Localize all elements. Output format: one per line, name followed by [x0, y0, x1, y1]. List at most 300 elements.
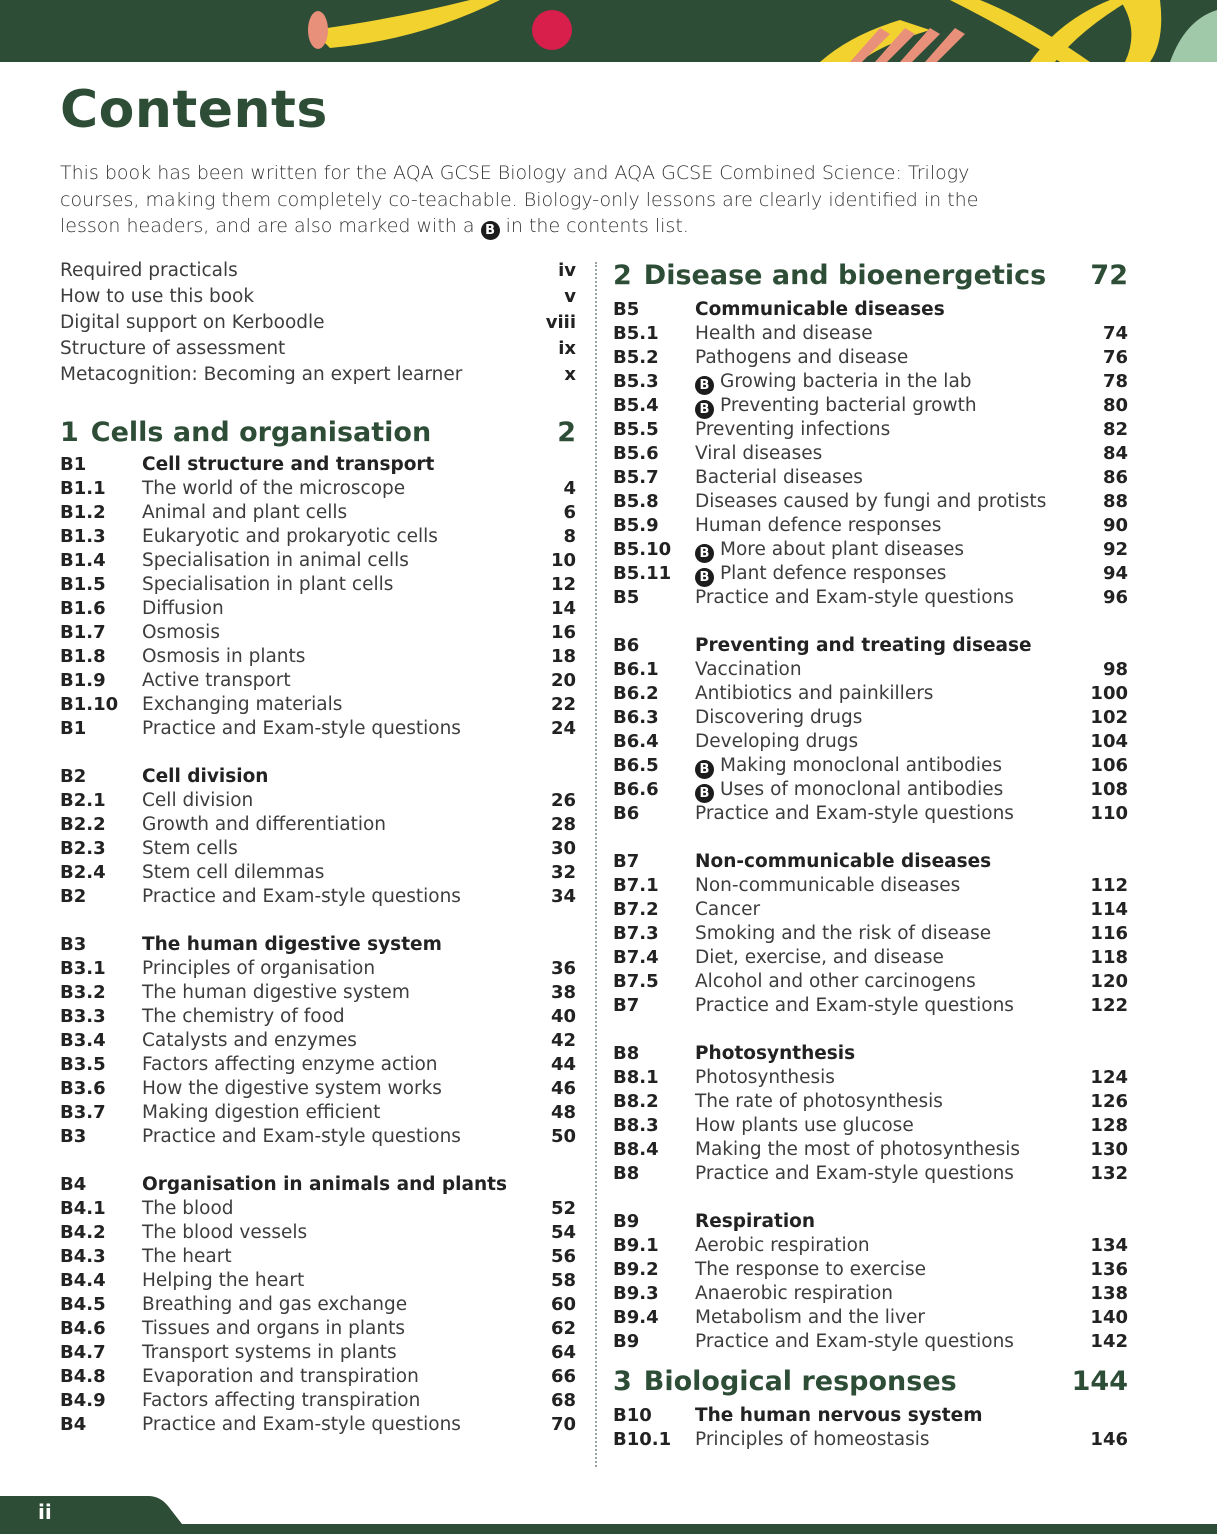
lesson-label-wrap [695, 682, 1090, 706]
lesson-title: Specialisation in plant cells [142, 574, 394, 595]
lesson-title: Metabolism and the liver [695, 1307, 925, 1328]
lesson-code: B5.9 [613, 515, 659, 536]
lesson-label-wrap [142, 885, 551, 909]
lesson-label-wrap [695, 322, 1103, 346]
lesson-title: The chemistry of food [142, 1006, 345, 1027]
lesson-row[interactable] [613, 658, 1128, 682]
lesson-label-wrap [142, 1053, 551, 1077]
lesson-code: B2.3 [60, 838, 106, 859]
page-number: 62 [550, 1318, 576, 1339]
section-block [60, 765, 576, 909]
page-number: v [564, 286, 576, 307]
lesson-code: B4.6 [60, 1318, 106, 1339]
lesson-row[interactable] [613, 922, 1128, 946]
page-number: 66 [550, 1366, 576, 1387]
page-number: 88 [1102, 491, 1128, 512]
front-matter-item[interactable] [60, 284, 576, 310]
section-title: Cell structure and transport [142, 454, 435, 475]
lesson-row[interactable] [60, 477, 576, 501]
lesson-code: B6 [613, 803, 640, 824]
page-number: 20 [550, 670, 576, 691]
section-code: B2 [60, 766, 87, 787]
lesson-code: B8.3 [613, 1115, 659, 1136]
lesson-row[interactable] [613, 514, 1128, 538]
lesson-title: Health and disease [695, 323, 873, 344]
page-number: 16 [550, 622, 576, 643]
lesson-code: B7 [613, 995, 640, 1016]
lesson-label-wrap [695, 658, 1103, 682]
lesson-label-wrap [695, 394, 1103, 419]
page-number: 146 [1090, 1429, 1128, 1450]
lesson-label-wrap [695, 1428, 1090, 1452]
lesson-title: Discovering drugs [695, 707, 863, 728]
page-number: 44 [550, 1054, 576, 1075]
lesson-title: How plants use glucose [695, 1115, 914, 1136]
lesson-title: Transport systems in plants [142, 1342, 397, 1363]
page-number: 126 [1090, 1091, 1128, 1112]
lesson-title: The heart [142, 1246, 232, 1267]
lesson-code: B1.7 [60, 622, 106, 643]
lesson-row[interactable] [60, 717, 576, 741]
lesson-title: Helping the heart [142, 1270, 305, 1291]
lesson-code: B1 [60, 718, 87, 739]
lesson-title: Making digestion efficient [142, 1102, 381, 1123]
lesson-row[interactable] [613, 970, 1128, 994]
lesson-row[interactable] [60, 573, 576, 597]
lesson-label-wrap [142, 789, 551, 813]
page-number: 90 [1102, 515, 1128, 536]
item-label: Structure of assessment [60, 338, 286, 359]
lesson-row[interactable] [613, 538, 1128, 562]
lesson-title: Uses of monoclonal antibodies [720, 779, 1004, 800]
lesson-row[interactable] [60, 1245, 576, 1269]
lesson-label-wrap [695, 754, 1090, 779]
lesson-row[interactable] [60, 1341, 576, 1365]
lesson-label-wrap [142, 1269, 551, 1293]
lesson-row[interactable] [60, 1389, 576, 1413]
lesson-title: Pathogens and disease [695, 347, 909, 368]
section-heading[interactable] [613, 1404, 1128, 1428]
lesson-label-wrap [695, 1282, 1090, 1306]
section-heading[interactable] [60, 453, 576, 477]
lesson-label-wrap [142, 1077, 551, 1101]
chapter-heading[interactable] [613, 1364, 1128, 1400]
lesson-code: B6.5 [613, 755, 659, 776]
lesson-code: B1.3 [60, 526, 106, 547]
lesson-row[interactable] [613, 346, 1128, 370]
lesson-title: Practice and Exam-style questions [695, 803, 1014, 824]
page-number: 42 [550, 1030, 576, 1051]
page-number: viii [545, 312, 576, 333]
lesson-label-wrap [142, 501, 563, 525]
lesson-code: B3 [60, 1126, 87, 1147]
lesson-label-wrap [695, 418, 1103, 442]
lesson-code: B5.4 [613, 395, 659, 416]
page-number: 46 [550, 1078, 576, 1099]
page-number: 138 [1090, 1283, 1128, 1304]
lesson-title: Principles of organisation [142, 958, 376, 979]
section-code: B3 [60, 934, 87, 955]
page-number: 104 [1090, 731, 1128, 752]
lesson-code: B4.4 [60, 1270, 106, 1291]
lesson-code: B5.3 [613, 371, 659, 392]
lesson-row[interactable] [613, 994, 1128, 1018]
lesson-label-wrap [695, 562, 1103, 587]
section-heading[interactable] [613, 298, 1128, 322]
lesson-title: Animal and plant cells [142, 502, 348, 523]
page-number: 52 [550, 1198, 576, 1219]
page-number: 50 [550, 1126, 576, 1147]
section-heading[interactable] [60, 933, 576, 957]
lesson-title: Tissues and organs in plants [142, 1318, 405, 1339]
lesson-label-wrap [695, 1258, 1090, 1282]
lesson-row[interactable] [613, 418, 1128, 442]
lesson-title: Practice and Exam-style questions [142, 886, 461, 907]
lesson-title: Growing bacteria in the lab [720, 371, 972, 392]
lesson-label-wrap [142, 549, 551, 573]
section-title: Photosynthesis [695, 1043, 856, 1064]
section-block [613, 298, 1128, 610]
lesson-row[interactable] [613, 1090, 1128, 1114]
section-code: B10 [613, 1405, 652, 1426]
lesson-row[interactable] [613, 1258, 1128, 1282]
lesson-title: Vaccination [695, 659, 802, 680]
lesson-title: Active transport [142, 670, 291, 691]
lesson-row[interactable] [613, 874, 1128, 898]
lesson-code: B1.1 [60, 478, 106, 499]
lesson-row[interactable] [613, 1138, 1128, 1162]
lesson-code: B8.4 [613, 1139, 659, 1160]
lesson-label-wrap [142, 1221, 551, 1245]
biology-only-badge-icon: B [695, 400, 714, 419]
chapter-title: Disease and bioenergetics [643, 260, 1047, 291]
section-code: B6 [613, 635, 640, 656]
lesson-row[interactable] [613, 946, 1128, 970]
lesson-code: B9.4 [613, 1307, 659, 1328]
page-number: 6 [563, 502, 576, 523]
page-number: 142 [1090, 1331, 1128, 1352]
lesson-label-wrap [695, 370, 1103, 395]
biology-only-badge-icon: B [695, 544, 714, 563]
biology-only-badge-icon: B [481, 221, 500, 240]
page-number: iv [558, 260, 576, 281]
lesson-title: Factors affecting enzyme action [142, 1054, 438, 1075]
lesson-row[interactable] [613, 898, 1128, 922]
section-title: Communicable diseases [695, 299, 945, 320]
page-number: 98 [1102, 659, 1128, 680]
lesson-label-wrap [142, 645, 551, 669]
lesson-row[interactable] [60, 693, 576, 717]
chapter-number: 2 [613, 260, 632, 291]
chapter-title: Biological responses [643, 1366, 957, 1397]
page-number: 38 [550, 982, 576, 1003]
lesson-code: B2 [60, 886, 87, 907]
lesson-code: B5.11 [613, 563, 672, 584]
lesson-label-wrap [142, 1029, 551, 1053]
lesson-title: Catalysts and enzymes [142, 1030, 357, 1051]
lesson-title: Diet, exercise, and disease [695, 947, 944, 968]
page-number: 82 [1102, 419, 1128, 440]
lesson-label-wrap [142, 573, 551, 597]
lesson-row[interactable] [60, 789, 576, 813]
page-number: 28 [550, 814, 576, 835]
lesson-code: B5.8 [613, 491, 659, 512]
section-heading[interactable] [613, 1042, 1128, 1066]
lesson-row[interactable] [60, 1101, 576, 1125]
lesson-row[interactable] [60, 1197, 576, 1221]
lesson-label-wrap [142, 717, 551, 741]
lesson-row[interactable] [60, 813, 576, 837]
lesson-title: Cell division [142, 790, 254, 811]
lesson-title: Alcohol and other carcinogens [695, 971, 976, 992]
lesson-label-wrap [142, 621, 551, 645]
page-number: 140 [1090, 1307, 1128, 1328]
page-number: 36 [550, 958, 576, 979]
lesson-label-wrap [142, 1245, 551, 1269]
lesson-row[interactable] [60, 1317, 576, 1341]
section-title: The human digestive system [142, 934, 442, 955]
lesson-label-wrap [695, 922, 1090, 946]
lesson-code: B4 [60, 1414, 87, 1435]
intro-text: This book has been written for the AQA GCSE Biology and AQA GCSE Combined Science: Trilogy courses, making them completely co-teachable. Biology-only lessons are clearly identified in the lesson headers, and are also marked with a [60, 162, 979, 237]
lesson-label-wrap [695, 442, 1103, 466]
lesson-code: B4.5 [60, 1294, 106, 1315]
lesson-row[interactable] [613, 490, 1128, 514]
front-matter-item[interactable] [60, 362, 576, 388]
lesson-label-wrap [695, 874, 1090, 898]
lesson-row[interactable] [60, 885, 576, 909]
page-number: 24 [550, 718, 576, 739]
lesson-row[interactable] [613, 394, 1128, 418]
lesson-row[interactable] [613, 1428, 1128, 1452]
lesson-code: B1.5 [60, 574, 106, 595]
lesson-code: B3.3 [60, 1006, 106, 1027]
lesson-row[interactable] [613, 1282, 1128, 1306]
lesson-title: Factors affecting transpiration [142, 1390, 421, 1411]
lesson-code: B5.2 [613, 347, 659, 368]
lesson-title: Practice and Exam-style questions [695, 995, 1014, 1016]
chapter-heading[interactable] [613, 258, 1128, 294]
lesson-title: Stem cells [142, 838, 238, 859]
lesson-label-wrap [695, 346, 1103, 370]
chapter-title: Cells and organisation [90, 417, 432, 448]
lesson-row[interactable] [60, 1077, 576, 1101]
page-number: 54 [550, 1222, 576, 1243]
lesson-label-wrap [695, 1162, 1090, 1186]
lesson-title: How the digestive system works [142, 1078, 442, 1099]
lesson-row[interactable] [60, 861, 576, 885]
lesson-row[interactable] [613, 586, 1128, 610]
lesson-label-wrap [695, 538, 1103, 563]
lesson-row[interactable] [613, 778, 1128, 802]
lesson-row[interactable] [60, 1029, 576, 1053]
biology-only-badge-icon: B [695, 376, 714, 395]
front-matter-item[interactable] [60, 258, 576, 284]
lesson-row[interactable] [60, 1365, 576, 1389]
intro-text-end: in the contents list. [505, 215, 689, 237]
lesson-code: B4.8 [60, 1366, 106, 1387]
lesson-row[interactable] [60, 525, 576, 549]
intro-paragraph [60, 160, 990, 240]
lesson-row[interactable] [60, 549, 576, 573]
page-number: 70 [550, 1414, 576, 1435]
page-title: Contents [60, 80, 328, 140]
lesson-code: B1.10 [60, 694, 119, 715]
section-code: B7 [613, 851, 640, 872]
lesson-title: Exchanging materials [142, 694, 343, 715]
lesson-row[interactable] [613, 1330, 1128, 1354]
lesson-label-wrap [142, 813, 551, 837]
lesson-title: Practice and Exam-style questions [695, 1331, 1014, 1352]
lesson-row[interactable] [60, 669, 576, 693]
lesson-row[interactable] [60, 981, 576, 1005]
page-number: 116 [1090, 923, 1128, 944]
lesson-title: Evaporation and transpiration [142, 1366, 419, 1387]
lesson-code: B4.3 [60, 1246, 106, 1267]
lesson-row[interactable] [60, 501, 576, 525]
lesson-row[interactable] [613, 1114, 1128, 1138]
lesson-title: Cancer [695, 899, 761, 920]
lesson-label-wrap [695, 490, 1103, 514]
item-label: How to use this book [60, 286, 255, 307]
section-block [60, 453, 576, 741]
footer-tab [0, 1496, 1217, 1534]
lesson-row[interactable] [613, 1234, 1128, 1258]
lesson-row[interactable] [60, 1005, 576, 1029]
lesson-code: B8.2 [613, 1091, 659, 1112]
lesson-code: B3.1 [60, 958, 106, 979]
lesson-row[interactable] [60, 1053, 576, 1077]
front-matter-item[interactable] [60, 310, 576, 336]
lesson-row[interactable] [613, 1162, 1128, 1186]
lesson-label-wrap [142, 1365, 551, 1389]
page-number: 106 [1090, 755, 1128, 776]
lesson-title: Developing drugs [695, 731, 859, 752]
lesson-title: Practice and Exam-style questions [695, 587, 1014, 608]
lesson-label-wrap [695, 1114, 1090, 1138]
section-heading[interactable] [60, 1173, 576, 1197]
lesson-row[interactable] [60, 597, 576, 621]
page-number: 8 [563, 526, 576, 547]
lesson-label-wrap [142, 1005, 551, 1029]
section-heading[interactable] [613, 1210, 1128, 1234]
chapter-page: 2 [557, 417, 576, 448]
lesson-row[interactable] [60, 1269, 576, 1293]
lesson-row[interactable] [613, 1306, 1128, 1330]
lesson-label-wrap [695, 1330, 1090, 1354]
lesson-code: B5 [613, 587, 640, 608]
lesson-code: B7.1 [613, 875, 659, 896]
lesson-code: B5.6 [613, 443, 659, 464]
lesson-code: B10.1 [613, 1429, 672, 1450]
lesson-code: B7.5 [613, 971, 659, 992]
lesson-row[interactable] [613, 1066, 1128, 1090]
section-title: Respiration [695, 1211, 816, 1232]
section-block [613, 1210, 1128, 1354]
lesson-row[interactable] [60, 621, 576, 645]
lesson-row[interactable] [60, 1293, 576, 1317]
chapter-number: 1 [60, 417, 79, 448]
lesson-row[interactable] [613, 442, 1128, 466]
chapter-heading[interactable] [60, 415, 576, 451]
lesson-code: B1.6 [60, 598, 106, 619]
lesson-row[interactable] [60, 957, 576, 981]
page-number-footer: ii [38, 1500, 52, 1524]
lesson-title: Preventing infections [695, 419, 891, 440]
lesson-label-wrap [695, 970, 1090, 994]
page-number: 108 [1090, 779, 1128, 800]
page-number: 60 [550, 1294, 576, 1315]
page-number: 48 [550, 1102, 576, 1123]
lesson-code: B6.3 [613, 707, 659, 728]
lesson-label-wrap [142, 525, 563, 549]
lesson-row[interactable] [60, 837, 576, 861]
lesson-row[interactable] [613, 562, 1128, 586]
lesson-row[interactable] [613, 730, 1128, 754]
item-label: Required practicals [60, 260, 238, 281]
section-heading[interactable] [60, 765, 576, 789]
lesson-row[interactable] [60, 1125, 576, 1149]
lesson-code: B1.8 [60, 646, 106, 667]
biology-only-badge-icon: B [695, 784, 714, 803]
lesson-label-wrap [695, 706, 1090, 730]
lesson-row[interactable] [613, 322, 1128, 346]
page-number: 78 [1102, 371, 1128, 392]
lesson-code: B4.2 [60, 1222, 106, 1243]
lesson-row[interactable] [613, 370, 1128, 394]
page-number: 92 [1102, 539, 1128, 560]
lesson-label-wrap [695, 514, 1103, 538]
page-number: 10 [550, 550, 576, 571]
lesson-title: Growth and differentiation [142, 814, 387, 835]
lesson-title: Practice and Exam-style questions [695, 1163, 1014, 1184]
lesson-label-wrap [695, 1234, 1090, 1258]
lesson-row[interactable] [613, 802, 1128, 826]
lesson-title: Osmosis [142, 622, 220, 643]
lesson-title: Making the most of photosynthesis [695, 1139, 1021, 1160]
lesson-title: Practice and Exam-style questions [142, 718, 461, 739]
lesson-row[interactable] [60, 1221, 576, 1245]
page-number: 130 [1090, 1139, 1128, 1160]
lesson-title: Osmosis in plants [142, 646, 306, 667]
page-number: 100 [1090, 683, 1128, 704]
section-heading[interactable] [613, 634, 1128, 658]
lesson-title: The blood vessels [142, 1222, 308, 1243]
lesson-row[interactable] [60, 645, 576, 669]
lesson-row[interactable] [613, 682, 1128, 706]
lesson-code: B3.4 [60, 1030, 106, 1051]
section-block [613, 634, 1128, 826]
lesson-code: B6.1 [613, 659, 659, 680]
page-number: 134 [1090, 1235, 1128, 1256]
lesson-row[interactable] [60, 1413, 576, 1437]
section-heading[interactable] [613, 850, 1128, 874]
front-matter-item[interactable] [60, 336, 576, 362]
lesson-label-wrap [142, 981, 551, 1005]
page-number: 80 [1102, 395, 1128, 416]
lesson-title: Practice and Exam-style questions [142, 1126, 461, 1147]
section-code: B4 [60, 1174, 87, 1195]
section-block [60, 1173, 576, 1437]
lesson-row[interactable] [613, 754, 1128, 778]
lesson-code: B3.7 [60, 1102, 106, 1123]
lesson-title: Diffusion [142, 598, 224, 619]
lesson-row[interactable] [613, 706, 1128, 730]
section-title: Organisation in animals and plants [142, 1174, 508, 1195]
front-matter-list [60, 258, 576, 388]
lesson-code: B3.6 [60, 1078, 106, 1099]
lesson-row[interactable] [613, 466, 1128, 490]
